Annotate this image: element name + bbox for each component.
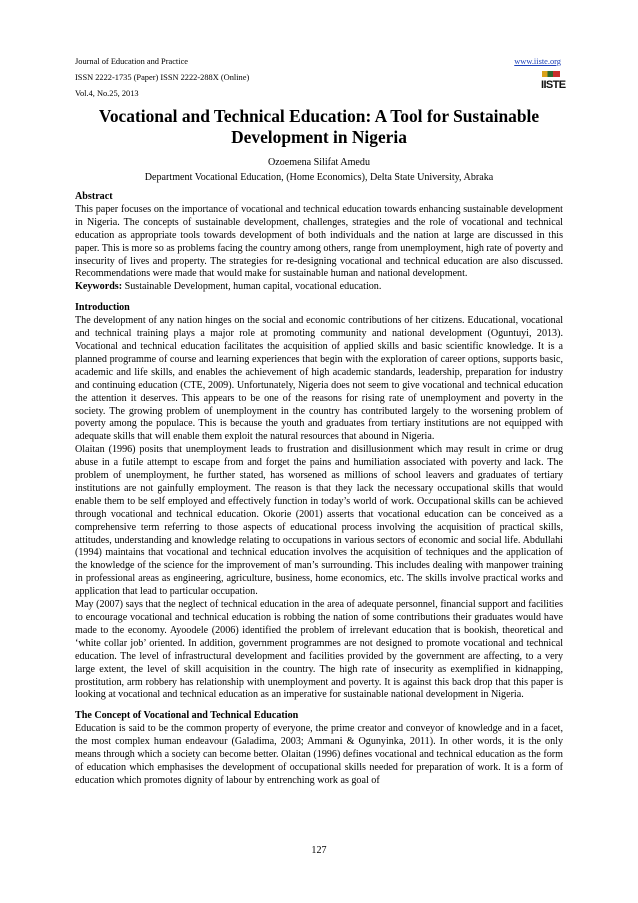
journal-url-link[interactable]: www.iiste.org: [514, 57, 561, 66]
abstract-text: This paper focuses on the importance of vocational and technical education towards enhancing sustainable development in Nigeria. The concepts of sustainable development, challenges, strategies and the role of vocational and technical education as appropriate tools towards development of both individuals and the nation at large are discussed in this paper. This is more so as problems facing the country among others, range from unemployment, high rate of poverty and insecurity of lives and property. The strategies for re-designing vocational and technical education are also discussed. Recommendations were made that would make for sustainable human and national development.: [75, 203, 563, 280]
keywords-line: [75, 281, 563, 294]
keywords-label: Keywords:: [75, 281, 123, 293]
author-block: [75, 155, 563, 185]
keywords-text: Sustainable Development, human capital, vocational education.: [122, 281, 382, 293]
journal-header: [75, 54, 249, 102]
author-affiliation: Department Vocational Education, (Home Economics), Delta State University, Abraka: [144, 172, 494, 183]
abstract-heading: Abstract: [75, 191, 113, 202]
journal-volume: Vol.4, No.25, 2013: [75, 89, 139, 98]
intro-paragraph-3: May (2007) says that the neglect of technical education in the area of adequate personnel, financial support and facilities to encourage vocational and technical education is robbing the nation of some contributions their graduates would have made to the economy. Ayoodele (2006) identified the problem of irrelevant education that is bookish, theoretical and ‘white collar job’ oriented. In addition, government programmes are not designed to promote vocational and technical education. The level of infrastructural development and facilities provided by the government are affecting, to a very large extent, the level of skill acquisition in the country. The high rate of insecurity as exemplified in kidnapping, prostitution, arm robbery has relationship with unemployment and poverty. It is against this back drop that this paper is looking at vocational and technical education as an imperative for sustainable national development in Nigeria.: [75, 599, 563, 701]
journal-header-right: [514, 54, 566, 101]
intro-paragraph-1: The development of any nation hinges on the social and economic contributions of her citizens. Educational, vocational and technical training plays a major role at promoting community and national development (Oguntuyi, 2013). Vocational and technical education facilitates the acquisition of applied skills and basic scientific knowledge. It is a planned programme of course and learning experiences that begin with the exploration of career options, supports basic, academic and life skills, and enables the achievement of high academic standards, leadership, preparation for industry and continuing education (CTE, 2009). Unfortunately, Nigeria does not seem to give vocational and technical education the attention it deserves. This appears to be one of the reasons for rising rate of unemployment and poverty in the society. The growing problem of unemployment in the country has contributed largely to the worsening problem of poverty among the populace. This is because the youth and graduates from tertiary institutions are not equipped with adequate skills that will enable them exploit the natural resources that abound in Nigeria.: [75, 315, 563, 443]
concept-paragraph-1: Education is said to be the common property of everyone, the prime creator and conveyor of knowledge and in a facet, the most complex human endeavour (Galadima, 2003; Ammani & Ogunyinka, 2011). In other words, it is the only means through which a society can become better. Olaitan (1996) defines vocational and technical education as the form of education which emphasises the development of occupational skills needed for preparation of work. It is a form of education which promotes dignity of labour by entrenching work as goal of: [75, 723, 563, 786]
author-name: Ozoemena Silifat Amedu: [267, 157, 371, 168]
iiste-logo: [541, 71, 566, 95]
page-number: 127: [311, 845, 327, 856]
journal-name: Journal of Education and Practice: [75, 57, 189, 66]
intro-paragraph-2: Olaitan (1996) posits that unemployment leads to frustration and disillusionment which may result in crime or drug abuse in a futile attempt to escape from and forget the pains and humiliation associated with poverty and lack. The problem of unemployment, he further stated, has worsened as millions of school leavers and graduates of tertiary institutions are not gainfully employment. The reason is that they lack the necessary occupational skills that would enable them to be self employed and effectively function in today’s world of work. Occupational skills can be achieved through vocational and technical education. Okorie (2001) asserts that vocational education can be conceived as a comprehensive term referring to those aspects of educational process involving the acquisition of practical skills, attitudes, understanding and knowledge relating to occupations in various sectors of economic and social life. Abdullahi (1994) maintains that vocational and technical education involves the acquisition of techniques and the application of the knowledge of the science for the improvement of man’s surrounding. This includes dealing with manpower training in professional areas as engineering, agriculture, business, home economics, etc. The skills involve practical works and application that lead to particular occupation.: [75, 444, 563, 598]
title-line-2: Development in Nigeria: [231, 127, 407, 147]
title-line-1: Vocational and Technical Education: A Tool for Sustainable: [98, 106, 540, 126]
concept-heading: The Concept of Vocational and Technical Education: [75, 710, 299, 722]
logo-text: IISTE: [541, 79, 566, 91]
introduction-heading: Introduction: [75, 302, 130, 314]
paper-title: [75, 106, 563, 148]
journal-issn: ISSN 2222-1735 (Paper) ISSN 2222-288X (Online): [75, 73, 250, 82]
paper-body: [75, 191, 563, 788]
